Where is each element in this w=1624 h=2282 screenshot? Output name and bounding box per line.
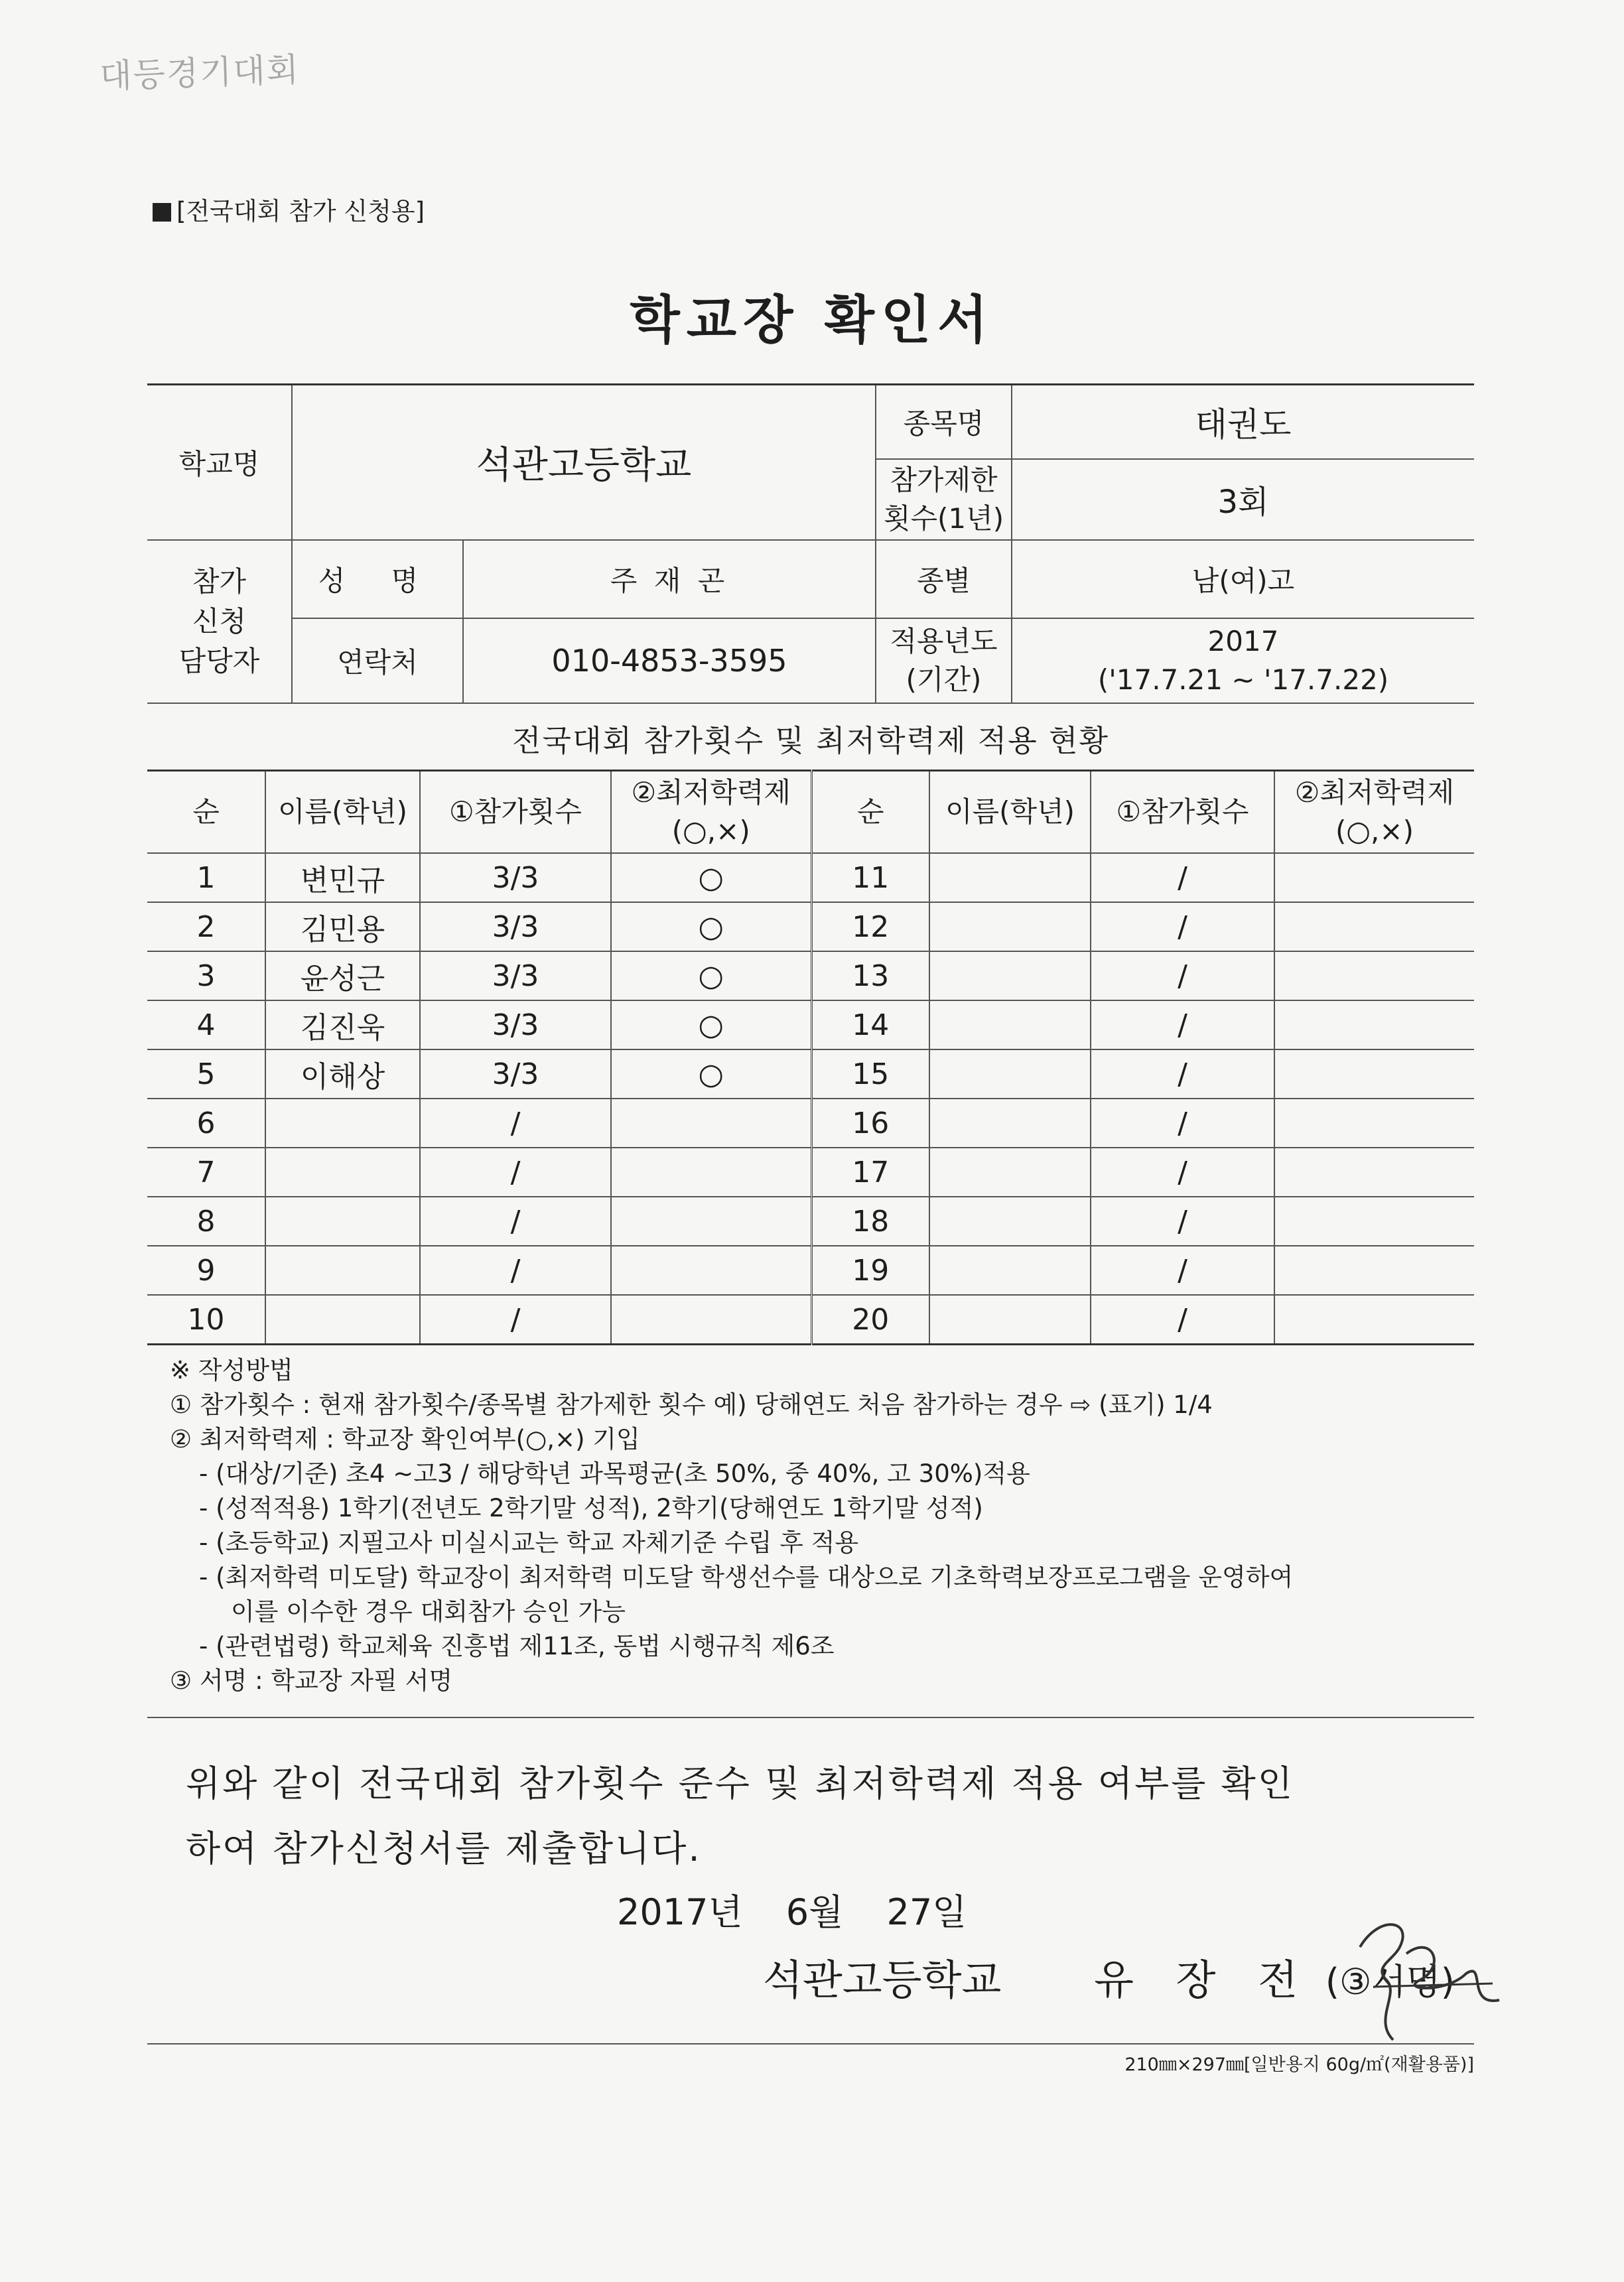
applicant-name: 주 재 곤 xyxy=(463,540,876,618)
row-academic-2 xyxy=(1274,1246,1474,1295)
confirmation-statement xyxy=(186,1751,1294,1881)
status-section-title: 전국대회 참가횟수 및 최저학력제 적용 현황 xyxy=(512,723,1109,758)
row-name-2 xyxy=(929,1197,1091,1246)
row-academic-2 xyxy=(1274,853,1474,902)
row-name: 김진욱 xyxy=(265,1000,420,1049)
date-month: 6월 xyxy=(785,1891,844,1933)
row-name xyxy=(265,1197,420,1246)
header-academic: ②최저학력제 (○,×) xyxy=(611,771,811,854)
row-no: 4 xyxy=(147,1000,265,1049)
school-name: 석관고등학교 xyxy=(292,385,876,540)
row-academic: ○ xyxy=(611,1049,811,1099)
row-no: 2 xyxy=(147,902,265,951)
form-type-label xyxy=(153,191,425,227)
note-subitem: - (성적적용) 1학기(전년도 2학기말 성적), 2학기(당해연도 1학기말 성적) xyxy=(199,1494,983,1522)
table-row xyxy=(147,1099,1474,1148)
black-square-icon xyxy=(153,203,171,222)
row-academic-2 xyxy=(1274,1295,1474,1345)
row-academic xyxy=(611,1099,811,1148)
header-name-2: 이름(학년) xyxy=(929,771,1091,854)
contact-value: 010-4853-3595 xyxy=(463,618,876,703)
signer-name: 유 장 전 xyxy=(1094,1956,1313,2004)
table-row xyxy=(147,853,1474,902)
row-no-2: 17 xyxy=(811,1148,929,1197)
row-no: 8 xyxy=(147,1197,265,1246)
row-academic-2 xyxy=(1274,1049,1474,1099)
limit-value: 3회 xyxy=(1012,459,1474,540)
signer-school: 석관고등학교 xyxy=(763,1956,1002,2004)
statement-line: 위와 같이 전국대회 참가횟수 준수 및 최저학력제 적용 여부를 확인 xyxy=(186,1763,1294,1804)
row-name-2 xyxy=(929,902,1091,951)
row-academic-2 xyxy=(1274,1000,1474,1049)
row-count: / xyxy=(420,1197,611,1246)
row-no: 3 xyxy=(147,951,265,1000)
name-label: 성 명 xyxy=(292,540,463,618)
row-no: 10 xyxy=(147,1295,265,1345)
row-academic-2 xyxy=(1274,1099,1474,1148)
table-row xyxy=(147,1197,1474,1246)
row-no-2: 15 xyxy=(811,1049,929,1099)
row-name-2 xyxy=(929,1148,1091,1197)
contact-label: 연락처 xyxy=(292,618,463,703)
row-name: 윤성근 xyxy=(265,951,420,1000)
row-no: 6 xyxy=(147,1099,265,1148)
row-name-2 xyxy=(929,1295,1091,1345)
row-no-2: 16 xyxy=(811,1099,929,1148)
note-heading: ※ 작성방법 xyxy=(170,1356,293,1384)
sport-value: 태권도 xyxy=(1012,385,1474,459)
row-name xyxy=(265,1099,420,1148)
note-subitem: - (초등학교) 지필고사 미실시교는 학교 자체기준 수립 후 적용 xyxy=(199,1528,859,1557)
row-count-2: / xyxy=(1091,1049,1274,1099)
limit-label: 참가제한 횟수(1년) xyxy=(876,459,1012,540)
header-academic-2: ②최저학력제 (○,×) xyxy=(1274,771,1474,854)
header-name: 이름(학년) xyxy=(265,771,420,854)
row-no: 9 xyxy=(147,1246,265,1295)
paper-spec: 210㎜×297㎜[일반용지 60g/㎡(재활용품)] xyxy=(1124,2054,1474,2075)
table-row xyxy=(147,1049,1474,1099)
row-name: 변민규 xyxy=(265,853,420,902)
row-name-2 xyxy=(929,1049,1091,1099)
row-academic: ○ xyxy=(611,1000,811,1049)
row-academic-2 xyxy=(1274,902,1474,951)
row-name xyxy=(265,1295,420,1345)
header-no-2: 순 xyxy=(811,771,929,854)
note-subitem: - (최저학력 미도달) 학교장이 최저학력 미도달 학생선수를 대상으로 기초학력보장프로그램을 운영하여 xyxy=(199,1563,1294,1591)
note-subitem: - (대상/기준) 초4 ~고3 / 해당학년 과목평균(초 50%, 중 40%, 고 30%)적용 xyxy=(199,1459,1030,1488)
form-type-text: [전국대회 참가 신청용] xyxy=(176,197,425,226)
table-row xyxy=(147,1295,1474,1345)
row-academic-2 xyxy=(1274,1148,1474,1197)
row-count-2: / xyxy=(1091,1197,1274,1246)
document-date xyxy=(617,1884,998,1935)
row-no: 7 xyxy=(147,1148,265,1197)
row-count: / xyxy=(420,1099,611,1148)
date-year: 2017년 xyxy=(617,1891,743,1933)
row-name: 이해상 xyxy=(265,1049,420,1099)
row-count-2: / xyxy=(1091,853,1274,902)
row-name-2 xyxy=(929,853,1091,902)
row-academic: ○ xyxy=(611,902,811,951)
school-info-table xyxy=(147,383,1474,704)
row-no-2: 18 xyxy=(811,1197,929,1246)
row-count-2: / xyxy=(1091,1246,1274,1295)
row-academic xyxy=(611,1148,811,1197)
row-count: / xyxy=(420,1148,611,1197)
row-name-2 xyxy=(929,1099,1091,1148)
row-academic: ○ xyxy=(611,853,811,902)
row-academic xyxy=(611,1197,811,1246)
header-no: 순 xyxy=(147,771,265,854)
row-count: 3/3 xyxy=(420,1000,611,1049)
note-item: ③ 서명 : 학교장 자필 서명 xyxy=(170,1666,453,1695)
footer-divider xyxy=(147,2043,1474,2045)
row-academic-2 xyxy=(1274,951,1474,1000)
row-count-2: / xyxy=(1091,1148,1274,1197)
page-title: 학교장 확인서 xyxy=(630,291,994,350)
note-item: ① 참가횟수 : 현재 참가횟수/종목별 참가제한 횟수 예) 당해연도 처음 참가하는 경우 ⇨ (표기) 1/4 xyxy=(170,1390,1213,1419)
header-count-2: ①참가횟수 xyxy=(1091,771,1274,854)
year-label: 적용년도 (기간) xyxy=(876,618,1012,703)
statement-line: 하여 참가신청서를 제출합니다. xyxy=(186,1828,702,1869)
row-count-2: / xyxy=(1091,902,1274,951)
row-count: 3/3 xyxy=(420,902,611,951)
sport-label: 종목명 xyxy=(876,385,1012,459)
row-no-2: 19 xyxy=(811,1246,929,1295)
row-no: 5 xyxy=(147,1049,265,1099)
row-name xyxy=(265,1148,420,1197)
row-count: 3/3 xyxy=(420,853,611,902)
row-name xyxy=(265,1246,420,1295)
handwritten-note: 대등경기대회 xyxy=(99,50,301,96)
table-row xyxy=(147,951,1474,1000)
applicant-label: 참가 신청 담당자 xyxy=(147,540,292,703)
row-academic xyxy=(611,1246,811,1295)
row-count: / xyxy=(420,1295,611,1345)
status-table xyxy=(147,770,1474,1345)
table-row xyxy=(147,902,1474,951)
row-count: 3/3 xyxy=(420,1049,611,1099)
table-row xyxy=(147,1246,1474,1295)
row-no-2: 11 xyxy=(811,853,929,902)
row-count-2: / xyxy=(1091,951,1274,1000)
row-count-2: / xyxy=(1091,1000,1274,1049)
note-item: ② 최저학력제 : 학교장 확인여부(○,×) 기입 xyxy=(170,1425,640,1453)
row-count-2: / xyxy=(1091,1295,1274,1345)
school-label: 학교명 xyxy=(147,385,292,540)
date-day: 27일 xyxy=(886,1891,967,1933)
row-count-2: / xyxy=(1091,1099,1274,1148)
divider xyxy=(147,1717,1474,1718)
header-count: ①참가횟수 xyxy=(420,771,611,854)
gender-value: 남(여)고 xyxy=(1012,540,1474,618)
row-no-2: 12 xyxy=(811,902,929,951)
table-row xyxy=(147,1000,1474,1049)
row-no-2: 13 xyxy=(811,951,929,1000)
gender-label: 종별 xyxy=(876,540,1012,618)
row-academic xyxy=(611,1295,811,1345)
row-name: 김민용 xyxy=(265,902,420,951)
handwritten-signature xyxy=(1333,1907,1513,2053)
row-name-2 xyxy=(929,1246,1091,1295)
row-academic-2 xyxy=(1274,1197,1474,1246)
row-academic: ○ xyxy=(611,951,811,1000)
row-count: / xyxy=(420,1246,611,1295)
year-value: 2017 ('17.7.21 ~ '17.7.22) xyxy=(1012,618,1474,703)
writing-instructions xyxy=(170,1353,1293,1698)
table-row xyxy=(147,1148,1474,1197)
row-count: 3/3 xyxy=(420,951,611,1000)
row-name-2 xyxy=(929,951,1091,1000)
signature-label: (③서명) xyxy=(1325,1961,1455,2003)
note-subitem-continued: 이를 이수한 경우 대회참가 승인 가능 xyxy=(231,1597,626,1626)
row-no: 1 xyxy=(147,853,265,902)
note-subitem: - (관련법령) 학교체육 진흥법 제11조, 동법 시행규칙 제6조 xyxy=(199,1632,835,1660)
row-no-2: 20 xyxy=(811,1295,929,1345)
row-name-2 xyxy=(929,1000,1091,1049)
row-no-2: 14 xyxy=(811,1000,929,1049)
